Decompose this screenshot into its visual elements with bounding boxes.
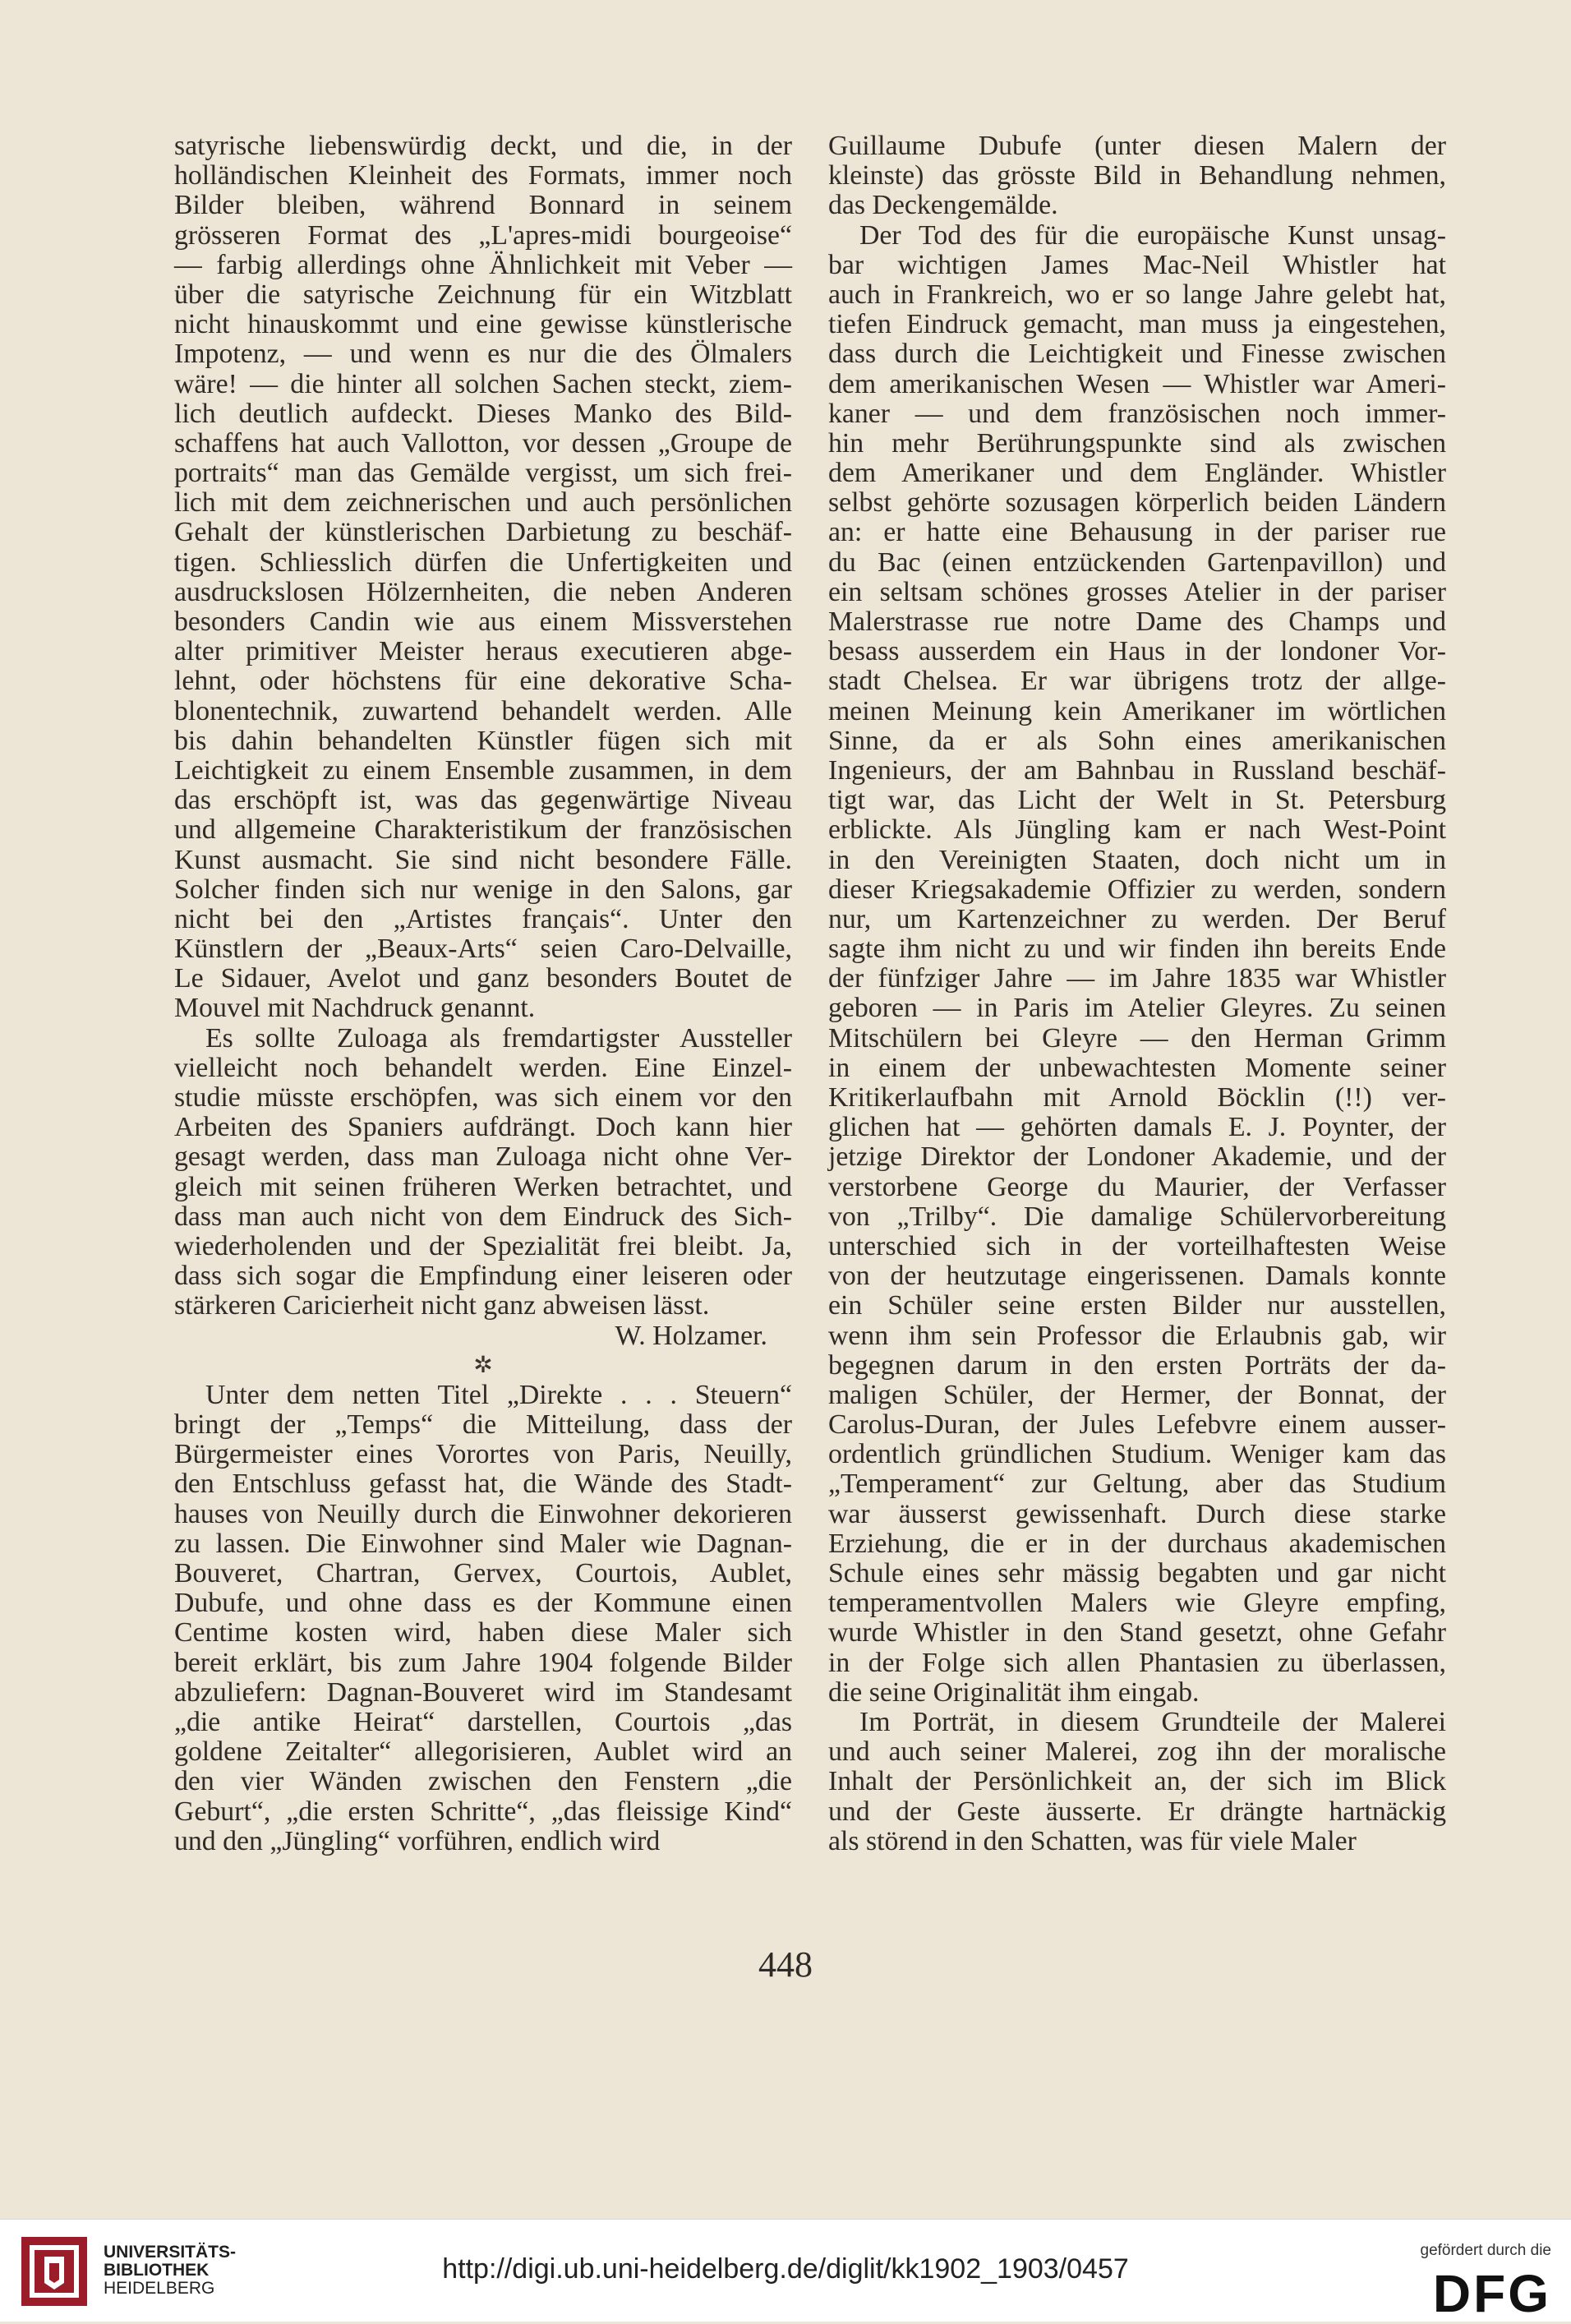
right-column-line: nur, um Kartenzeichner zu werden. Der Beruf — [828, 903, 1446, 934]
right-column-line: in den Vereinigten Staaten, doch nicht um in — [828, 844, 1446, 875]
left-column-line: bereit erklärt, bis zum Jahre 1904 folgende Bilder — [174, 1647, 792, 1678]
left-column-line: Künstlern der „Beaux-Arts“ seien Caro-Delvaille, — [174, 934, 792, 965]
left-column-line: „die antike Heirat“ darstellen, Courtois „das — [174, 1706, 792, 1737]
left-column-line: nicht hinauskommt und eine gewisse künstlerische — [174, 309, 792, 340]
left-column-line: dass sich sogar die Empfindung einer leiseren oder — [174, 1261, 792, 1292]
left-column-line: studie müsste erschöpfen, was sich einem vor den — [174, 1082, 792, 1113]
right-column-line: Malerstrasse rue notre Dame des Champs und — [828, 606, 1446, 637]
right-column-line: Der Tod des für die europäische Kunst unsag- — [859, 219, 1446, 251]
right-column-line: du Bac (einen entzückenden Gartenpavillon) und — [828, 546, 1446, 578]
left-column-line: bis dahin behandelten Künstler fügen sich mit — [174, 725, 792, 756]
left-column-line: Leichtigkeit zu einem Ensemble zusammen, in dem — [174, 754, 792, 786]
right-column-line: erblickte. Als Jüngling kam er nach West-Point — [828, 814, 1446, 846]
left-column-line: den Entschluss gefasst hat, die Wände des Stadt- — [174, 1469, 792, 1500]
right-text-column — [828, 131, 1446, 1856]
right-column-line: hin mehr Berührungspunkte sind als zwischen — [828, 427, 1446, 459]
right-column-line: bar wichtigen James Mac-Neil Whistler hat — [828, 249, 1446, 280]
right-column-line: „Temperament“ zur Geltung, aber das Studium — [828, 1469, 1446, 1500]
right-column-line: als störend in den Schatten, was für viele Maler — [828, 1825, 1357, 1856]
library-name-line1: UNIVERSITÄTS- — [104, 2243, 237, 2262]
left-column-line: bringt der „Temps“ die Mitteilung, dass der — [174, 1409, 792, 1441]
right-column-line: und auch seiner Malerei, zog ihn der moralische — [828, 1736, 1446, 1768]
right-column-line: begegnen darum in den ersten Porträts der da- — [828, 1349, 1446, 1381]
left-column-line: — farbig allerdings ohne Ähnlichkeit mit Veber — — [174, 249, 792, 280]
left-column-line: Kunst ausmacht. Sie sind nicht besondere Fälle. — [174, 844, 792, 875]
right-column-line: Ingenieurs, der am Bahnbau in Russland beschäf- — [828, 754, 1446, 786]
left-column-line: Solcher finden sich nur wenige in den Salons, gar — [174, 874, 792, 905]
left-column-line: portraits“ man das Gemälde vergisst, um sich frei- — [174, 458, 792, 489]
left-column-line: schaffens hat auch Vallotton, vor dessen „Groupe de — [174, 427, 792, 459]
left-text-column — [174, 131, 792, 1856]
right-column-line: die seine Originalität ihm eingab. — [828, 1676, 1200, 1708]
right-column-line: und der Geste äusserte. Er drängte hartnäckig — [828, 1796, 1446, 1827]
right-column-line: geboren — in Paris im Atelier Gleyres. Zu seinen — [828, 993, 1446, 1024]
right-column-line: ein seltsam schönes grosses Atelier in der pariser — [828, 576, 1446, 607]
right-column-line: besass ausserdem ein Haus in der londoner Vor- — [828, 636, 1446, 667]
left-column-line: lehnt, oder höchstens für eine dekorative Scha- — [174, 666, 792, 697]
left-column-line: holländischen Kleinheit des Formats, immer noch — [174, 160, 792, 191]
right-column-line: jetzige Direktor der Londoner Akademie, und der — [828, 1141, 1446, 1173]
funded-by-label: gefördert durch die — [1420, 2242, 1551, 2259]
right-column-line: dem Amerikaner und dem Engländer. Whistler — [828, 458, 1446, 489]
right-column-line: tiefen Eindruck gemacht, man muss ja eingestehen, — [828, 309, 1446, 340]
left-column-line: lich deutlich aufdeckt. Dieses Manko des Bild- — [174, 398, 792, 429]
left-column-line: Bouveret, Chartran, Gervex, Courtois, Aublet, — [174, 1558, 792, 1589]
right-column-line: Schule eines sehr mässig begabten und gar nicht — [828, 1558, 1446, 1589]
left-column-line: Centime kosten wird, haben diese Maler sich — [174, 1617, 792, 1648]
right-column-line: auch in Frankreich, wo er so lange Jahre gelebt hat, — [828, 279, 1446, 310]
left-column-line: und allgemeine Charakteristikum der französischen — [174, 814, 792, 846]
left-column-line: das erschöpft ist, was das gegenwärtige Niveau — [174, 785, 792, 816]
right-column-line: glichen hat — gehörten damals E. J. Poynter, der — [828, 1112, 1446, 1143]
right-column-line: maligen Schüler, der Hermer, der Bonnat, der — [828, 1379, 1446, 1410]
right-column-line: in einem der unbewachtesten Momente seiner — [828, 1052, 1446, 1083]
left-column-line: tigen. Schliesslich dürfen die Unfertigkeiten und — [174, 546, 792, 578]
left-column-line: nicht bei den „Artistes français“. Unter den — [174, 903, 792, 934]
right-column-line: Mitschülern bei Gleyre — den Herman Grimm — [828, 1022, 1446, 1054]
left-column-line: Dubufe, und ohne dass es der Kommune einen — [174, 1588, 792, 1619]
left-column-line: Gehalt der künstlerischen Darbietung zu beschäf- — [174, 517, 792, 548]
right-column-line: ordentlich gründlichen Studium. Weniger kam das — [828, 1439, 1446, 1470]
left-column-line: abzuliefern: Dagnan-Bouveret wird im Standesamt — [174, 1676, 792, 1708]
right-column-line: selbst gehörte sozusagen körperlich beiden Ländern — [828, 487, 1446, 519]
left-column-line: gesagt werden, dass man Zuloaga nicht ohne Ver- — [174, 1141, 792, 1173]
left-column-line: über die satyrische Zeichnung für ein Witzblatt — [174, 279, 792, 310]
right-column-line: Im Porträt, in diesem Grundteile der Malerei — [859, 1706, 1446, 1737]
left-column-line: gleich mit seinen früheren Werken betrachtet, und — [174, 1171, 792, 1202]
left-column-line: besonders Candin wie aus einem Missverstehen — [174, 606, 792, 637]
left-column-line: grösseren Format des „L'apres-midi bourgeoise“ — [174, 219, 792, 251]
page-number: 448 — [758, 1944, 813, 1985]
right-column-line: dass durch die Leichtigkeit und Finesse zwischen — [828, 339, 1446, 370]
right-column-line: Sinne, da er als Sohn eines amerikanischen — [828, 725, 1446, 756]
right-column-line: verstorbene George du Maurier, der Verfasser — [828, 1171, 1446, 1202]
right-column-line: wenn ihm sein Professor die Erlaubnis gab, wir — [828, 1320, 1446, 1351]
left-column-line: Le Sidauer, Avelot und ganz besonders Boutet de — [174, 963, 792, 994]
right-column-line: war äusserst gewissenhaft. Durch diese starke — [828, 1498, 1446, 1529]
asterisk-ornament-icon: ✲ — [473, 1352, 493, 1378]
library-name-line2: BIBLIOTHEK — [104, 2261, 210, 2280]
right-column-line: Guillaume Dubufe (unter diesen Malern der — [828, 131, 1446, 161]
right-column-line: ein Schüler seine ersten Bilder nur ausstellen, — [828, 1290, 1446, 1321]
library-name-line3: HEIDELBERG — [104, 2279, 215, 2298]
left-column-line: den vier Wänden zwischen den Fenstern „die — [174, 1766, 792, 1797]
dfg-logo[interactable]: DFG — [1432, 2264, 1551, 2323]
left-column-line: vielleicht noch behandelt werden. Eine Einzel- — [174, 1052, 792, 1083]
permalink-url[interactable]: http://digi.ub.uni-heidelberg.de/diglit/kk1902_1903/0457 — [442, 2253, 1129, 2285]
left-column-line: zu lassen. Die Einwohner sind Maler wie Dagnan- — [174, 1528, 792, 1559]
right-column-line: unterschied sich in der vorteilhaftesten Weise — [828, 1230, 1446, 1261]
right-column-line: an: er hatte eine Behausung in der pariser rue — [828, 517, 1446, 548]
left-column-line: Mouvel mit Nachdruck genannt. — [174, 993, 536, 1024]
right-column-line: Kritikerlaufbahn mit Arnold Böcklin (!!) ver- — [828, 1082, 1446, 1113]
right-column-line: temperamentvollen Malers wie Gleyre empfing, — [828, 1588, 1446, 1619]
right-column-line: Inhalt der Persönlichkeit an, der sich im Blick — [828, 1766, 1446, 1797]
left-column-line: dass man auch nicht von dem Eindruck des Sich- — [174, 1201, 792, 1232]
right-column-line: kaner — und dem französischen noch immer- — [828, 398, 1446, 429]
left-column-line: satyrische liebenswürdig deckt, und die, in der — [174, 131, 792, 161]
left-column-line: W. Holzamer. — [615, 1320, 767, 1351]
left-column-line: Arbeiten des Spaniers aufdrängt. Doch kann hier — [174, 1112, 792, 1143]
right-column-line: stadt Chelsea. Er war übrigens trotz der allge- — [828, 666, 1446, 697]
left-column-line: hauses von Neuilly durch die Einwohner dekorieren — [174, 1498, 792, 1529]
right-column-line: in der Folge sich allen Phantasien zu überlassen, — [828, 1647, 1446, 1678]
right-column-line: dem amerikanischen Wesen — Whistler war Ameri- — [828, 368, 1446, 399]
left-column-line: blonentechnik, zuwartend behandelt werden. Alle — [174, 695, 792, 726]
right-column-line: sagte ihm nicht zu und wir finden ihn bereits Ende — [828, 934, 1446, 965]
left-column-line: Geburt“, „die ersten Schritte“, „das fleissige Kind“ — [174, 1796, 792, 1827]
right-column-line: tigt war, das Licht der Welt in St. Petersburg — [828, 785, 1446, 816]
right-column-line: kleinste) das grösste Bild in Behandlung nehmen, — [828, 160, 1446, 191]
left-column-line: stärkeren Caricierheit nicht ganz abweisen lässt. — [174, 1290, 710, 1321]
right-column-line: der fünfziger Jahre — im Jahre 1835 war Whistler — [828, 963, 1446, 994]
right-column-line: wurde Whistler in den Stand gesetzt, ohne Gefahr — [828, 1617, 1446, 1648]
left-column-line: goldene Zeitalter“ allegorisieren, Aublet wird an — [174, 1736, 792, 1768]
left-column-line: wiederholenden und der Spezialität frei bleibt. Ja, — [174, 1230, 792, 1261]
left-column-line: Es sollte Zuloaga als fremdartigster Aussteller — [205, 1022, 792, 1054]
right-column-line: von „Trilby“. Die damalige Schülervorbereitung — [828, 1201, 1446, 1232]
left-column-line: wäre! — die hinter all solchen Sachen steckt, ziem- — [174, 368, 792, 399]
left-column-line: ausdruckslosen Hölzernheiten, die neben Anderen — [174, 576, 792, 607]
right-column-line: dieser Kriegsakademie Offizier zu werden, sondern — [828, 874, 1446, 905]
right-column-line: das Deckengemälde. — [828, 190, 1058, 221]
right-column-line: Erziehung, die er in der durchaus akademischen — [828, 1528, 1446, 1559]
left-column-line: Impotenz, — und wenn es nur die des Ölmalers — [174, 339, 792, 370]
left-column-line: Unter dem netten Titel „Direkte . . . Steuern“ — [205, 1379, 792, 1410]
right-column-line: Carolus-Duran, der Jules Lefebvre einem ausser- — [828, 1409, 1446, 1441]
left-column-line: und den „Jüngling“ vorführen, endlich wird — [174, 1825, 661, 1856]
left-column-line: lich mit dem zeichnerischen und auch persönlichen — [174, 487, 792, 519]
left-column-line: Bürgermeister eines Vorortes von Paris, Neuilly, — [174, 1439, 792, 1470]
left-column-line: alter primitiver Meister heraus executieren abge- — [174, 636, 792, 667]
right-column-line: meinen Meinung kein Amerikaner im wörtlichen — [828, 695, 1446, 726]
right-column-line: von der heutzutage eingerissenen. Damals konnte — [828, 1261, 1446, 1292]
left-column-line: Bilder bleiben, während Bonnard in seinem — [174, 190, 792, 221]
